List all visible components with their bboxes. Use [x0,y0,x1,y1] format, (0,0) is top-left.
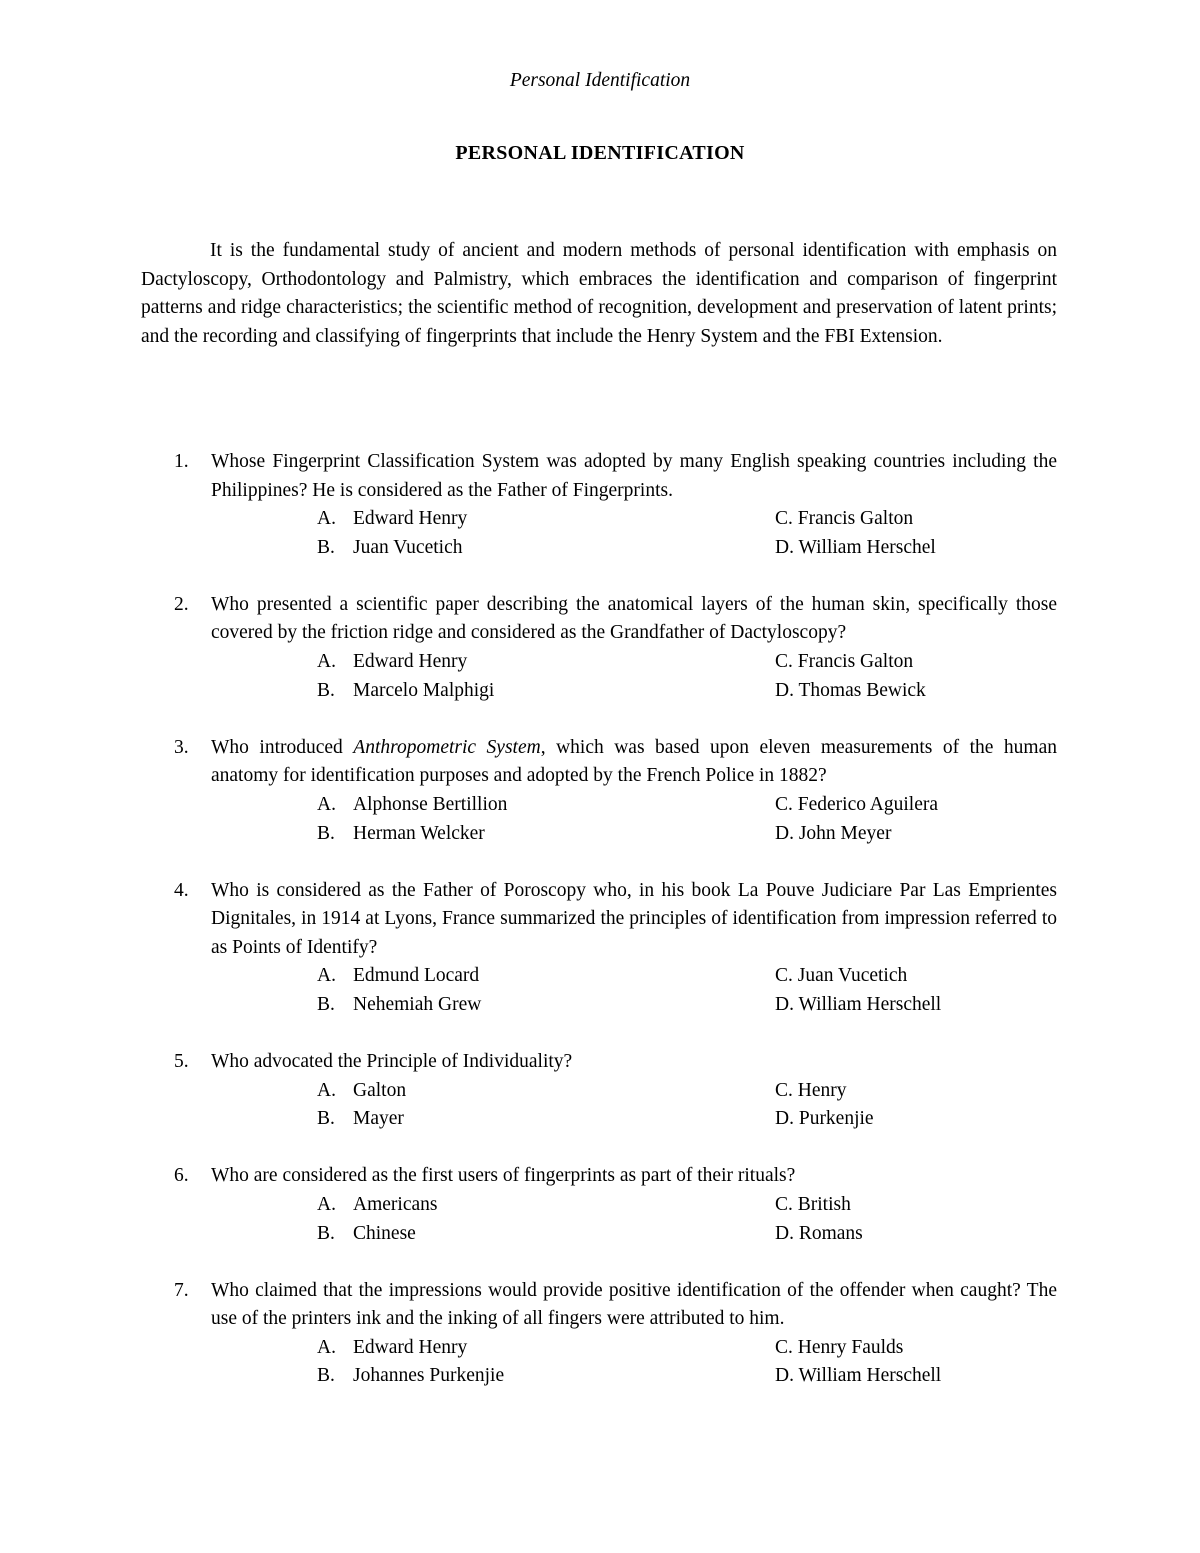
choices [0,962,1200,1019]
question-text: Who introduced Anthropometric System, which was based upon eleven measurements of the human anatomy for identification purposes and adopted by the French Police in 1882? [211,736,1057,787]
choice-c: C. Henry [775,1079,847,1101]
question-list [0,448,1200,1420]
question-number: 2. [174,593,189,615]
question-item [0,448,1200,562]
question-text: Who are considered as the first users of fingerprints as part of their rituals? [211,1165,796,1187]
question-item [0,734,1200,848]
choice-c: C. Francis Galton [775,508,914,530]
choice-a: A. Galton [317,1079,407,1101]
choice-c: C. Henry Faulds [775,1336,904,1358]
question-number: 4. [174,879,189,901]
choice-d: D. Romans [775,1222,863,1244]
choice-c: C. Francis Galton [775,651,914,673]
choice-c: C. Federico Aguilera [775,793,939,815]
choice-a: A. Alphonse Bertillion [317,793,508,815]
choice-b: B. Chinese [317,1222,416,1244]
question-number: 3. [174,736,189,758]
choice-c: C. Juan Vucetich [775,965,908,987]
question-number: 6. [174,1165,189,1187]
choice-a: A. Americans [317,1193,438,1215]
choice-b: B. Nehemiah Grew [317,994,482,1015]
choice-d: D. William Herschel [775,536,936,558]
question-number: 1. [174,451,189,472]
choice-b: B. Marcelo Malphigi [317,679,495,701]
intro-paragraph: It is the fundamental study of ancient and modern methods of personal identification with emphasis on Dactyloscopy, Orthodontology and Palmistry, which embraces the identification and comparison of fingerprint patterns and ridge characteristics; the scientific method of recognition, development and preservation of latent prints; and the recording and classifying of fingerprints that include the Henry System and the FBI Extension. [141,240,1057,347]
choice-b: B. Mayer [317,1108,404,1130]
choices [0,505,1200,562]
question-text: Who advocated the Principle of Individuality? [211,1051,573,1073]
question-text: Who is considered as the Father of Poroscopy who, in his book La Pouve Judiciare Par Las Emprientes Dignitales, in 1914 at Lyons, France summarized the principles of identification from impression referred to as Points of Identify? [211,879,1057,958]
question-number: 7. [174,1279,189,1301]
question-item [0,1162,1200,1248]
choices [0,791,1200,848]
question-item [0,877,1200,1020]
choice-d: D. Purkenjie [775,1108,874,1130]
choice-d: D. William Herschell [775,1365,942,1387]
choice-b: B. Johannes Purkenjie [317,1365,505,1387]
running-header: Personal Identification [509,70,691,91]
choice-d: D. Thomas Bewick [775,679,926,701]
question-text: Whose Fingerprint Classification System was adopted by many English speaking countries including the Philippines? He is considered as the Father of Fingerprints. [211,451,1057,501]
choice-d: D. John Meyer [775,822,892,844]
choice-a: A. Edward Henry [317,508,468,530]
choice-a: A. Edward Henry [317,1336,468,1358]
question-item [0,1277,1200,1391]
choice-b: B. Herman Welcker [317,822,485,844]
question-item [0,591,1200,705]
choices [0,1191,1200,1248]
choice-a: A. Edmund Locard [317,965,480,987]
question-number: 5. [174,1051,189,1073]
choices [0,1334,1200,1391]
choices [0,1077,1200,1134]
choices [0,648,1200,705]
choice-d: D. William Herschell [775,994,942,1015]
italic-term: Anthropometric System [353,736,541,758]
page-title: PERSONAL IDENTIFICATION [455,142,745,164]
choice-a: A. Edward Henry [317,651,468,673]
question-item [0,1048,1200,1134]
choice-b: B. Juan Vucetich [317,536,463,558]
question-text: Who presented a scientific paper describing the anatomical layers of the human skin, specifically those covered by the friction ridge and considered as the Grandfather of Dactyloscopy? [211,593,1057,644]
choice-c: C. British [775,1193,851,1215]
question-text: Who claimed that the impressions would provide positive identification of the offender when caught? The use of the printers ink and the inking of all fingers were attributed to him. [211,1279,1057,1330]
